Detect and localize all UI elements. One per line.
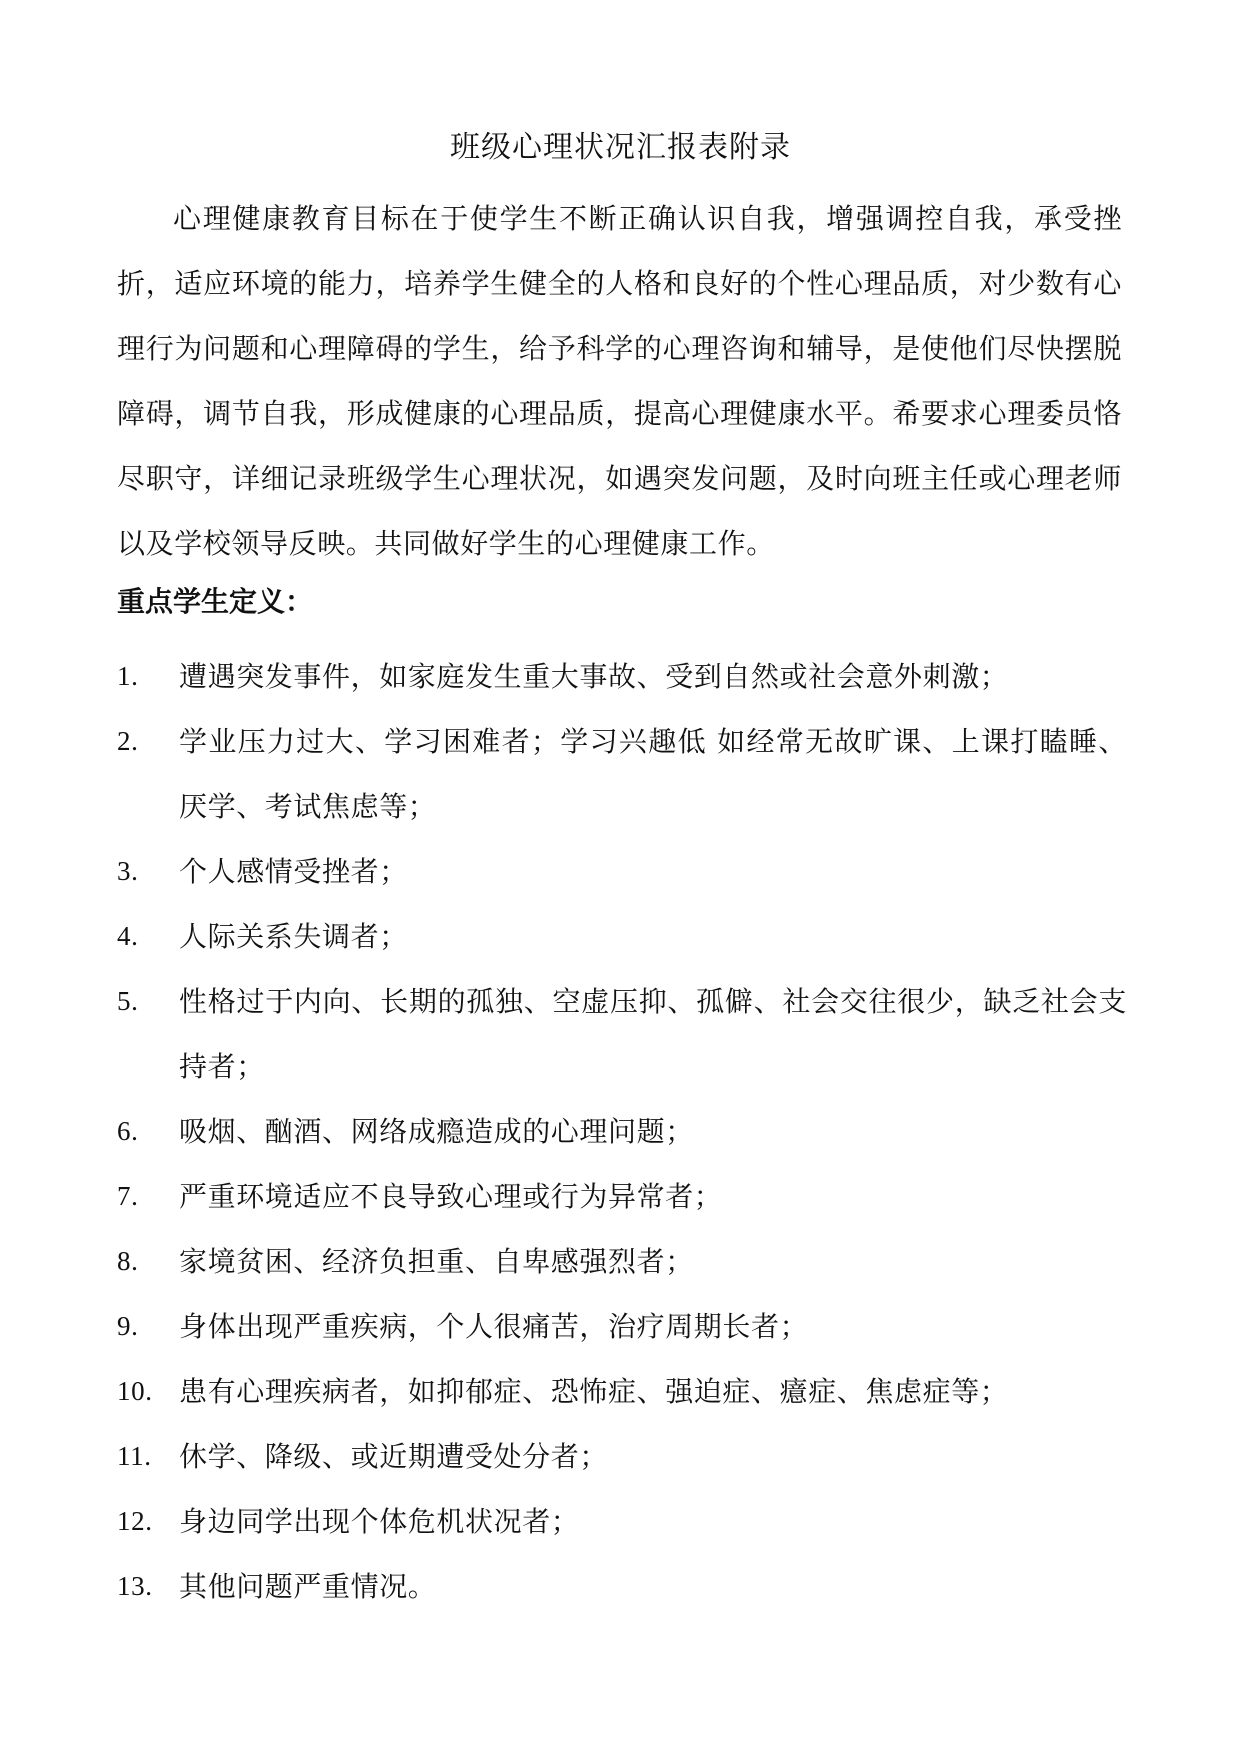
- list-item: [117, 1424, 1127, 1489]
- list-item-number: 4.: [117, 921, 139, 951]
- list-item-text: 休学、降级、或近期遭受处分者；: [179, 1440, 609, 1473]
- key-student-definition-list: [117, 644, 1127, 1619]
- list-item: [117, 1099, 1127, 1164]
- list-item-number: 11.: [117, 1441, 152, 1471]
- list-item-number: 13.: [117, 1571, 153, 1601]
- list-item-text: 遭遇突发事件，如家庭发生重大事故、受到自然或社会意外刺激；: [179, 660, 1009, 693]
- list-item: [117, 904, 1127, 969]
- list-item: [117, 1359, 1127, 1424]
- list-item-number: 12.: [117, 1506, 153, 1536]
- section-heading: 重点学生定义：: [117, 585, 314, 618]
- list-item-number: 8.: [117, 1246, 139, 1276]
- list-item-text: 性格过于内向、长期的孤独、空虚压抑、孤僻、社会交往很少，缺乏社会支持者；: [179, 985, 1127, 1083]
- list-item-text: 身边同学出现个体危机状况者；: [179, 1505, 580, 1538]
- list-item: [117, 969, 1127, 1099]
- intro-paragraph: 心理健康教育目标在于使学生不断正确认识自我，增强调控自我，承受挫折，适应环境的能力，培养学生健全的人格和良好的个性心理品质，对少数有心理行为问题和心理障碍的学生，给予科学的心理咨询和辅导，是使他们尽快摆脱障碍，调节自我，形成健康的心理品质，提高心理健康水平。希要求心理委员恪尽职守，详细记录班级学生心理状况，如遇突发问题，及时向班主任或心理老师以及学校领导反映。共同做好学生的心理健康工作。: [117, 202, 1122, 560]
- list-item: [117, 1489, 1127, 1554]
- list-item-text: 严重环境适应不良导致心理或行为异常者；: [179, 1180, 723, 1213]
- list-item-number: 10.: [117, 1376, 153, 1406]
- list-item-text: 人际关系失调者；: [179, 920, 408, 953]
- list-item: [117, 1554, 1127, 1619]
- list-item: [117, 709, 1127, 839]
- list-item-text: 吸烟、酗酒、网络成瘾造成的心理问题；: [179, 1115, 694, 1148]
- list-item: [117, 1294, 1127, 1359]
- list-item-number: 5.: [117, 986, 139, 1016]
- list-item-text: 个人感情受挫者；: [179, 855, 408, 888]
- page-title: 班级心理状况汇报表附录: [450, 130, 791, 165]
- list-item-text: 身体出现严重疾病，个人很痛苦，治疗周期长者；: [179, 1310, 809, 1343]
- list-item-text: 家境贫困、经济负担重、自卑感强烈者；: [179, 1245, 694, 1278]
- list-item-text: 其他问题严重情况。: [179, 1570, 437, 1603]
- list-item: [117, 1164, 1127, 1229]
- list-item: [117, 644, 1127, 709]
- list-item-number: 6.: [117, 1116, 139, 1146]
- list-item-number: 7.: [117, 1181, 139, 1211]
- list-item-number: 9.: [117, 1311, 139, 1341]
- list-item-number: 1.: [117, 661, 139, 691]
- list-item: [117, 1229, 1127, 1294]
- list-item: [117, 839, 1127, 904]
- list-item-number: 3.: [117, 856, 139, 886]
- list-item-text: 患有心理疾病者，如抑郁症、恐怖症、强迫症、癔症、焦虑症等；: [179, 1375, 1009, 1408]
- list-item-text: 学业压力过大、学习困难者；学习兴趣低 如经常无故旷课、上课打瞌睡、厌学、考试焦虑等；: [179, 725, 1127, 823]
- list-item-number: 2.: [117, 726, 139, 756]
